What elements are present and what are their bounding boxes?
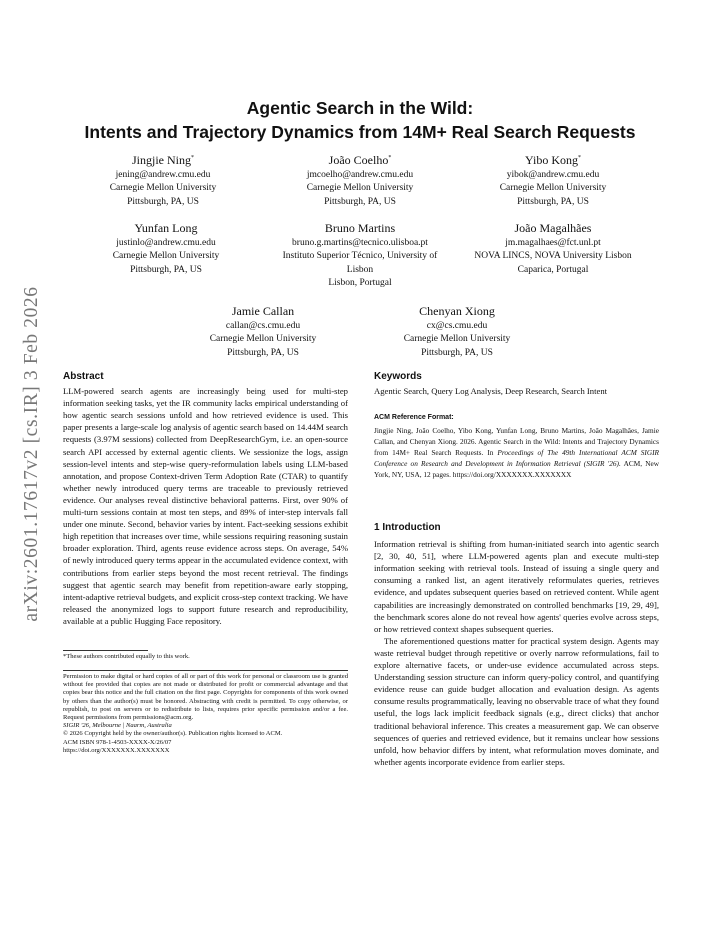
intro-paragraph-2: The aforementioned questions matter for practical system design. Agents may waste retrieval budget through repetitive or overly narrow reformulations, fail to explore alternative facets, or under-use evidence accumulated across steps. Understanding session structure can inform query-policy control, and quantifying evidence reuse can guide budget allocation and evaluation design. As agents consume results programmatically, leaving no observable trace of what they found useful, the logs lack implicit feedback signals (e.g., direct clicks) that anchor traditional behavioral inference. This creates a measurement gap. We can observe sequences of queries and retrieved evidence, but it remains unclear how sessions unfold, how behavior differs by intent, what reformulation moves dominate, and whether agents incorporate evidence from earlier steps. — [374, 635, 659, 767]
reference-venue: Proceedings of The 49th International ACM SIGIR Conference on Research and Development in Information Retrieval (SIGIR '26). — [374, 447, 659, 468]
footnote: *These authors contributed equally to this work. — [63, 653, 190, 660]
author-name: João Magalhães — [514, 221, 592, 235]
author-affiliation: Carnegie Mellon University — [499, 183, 607, 194]
author-affiliation: Instituto Superior Técnico, University of Lisbon — [282, 251, 438, 275]
author-block — [66, 221, 266, 277]
introduction-section — [374, 522, 659, 768]
introduction-heading: 1 Introduction — [374, 522, 441, 533]
reference-authors: Jingjie Ning, João Coelho, Yibo Kong, Yunfan Long, Bruno Martins, João Magalhães, Jamie Callan, and Chenyan Xiong. 2026. Agentic Search in the Wild: Intents and Trajectory Dynamics from 14M+ Real Search Requests. In — [374, 426, 659, 457]
acm-reference-text — [374, 426, 659, 481]
author-email: justinlo@andrew.cmu.edu — [116, 238, 216, 248]
author-name: Jingjie Ning — [132, 153, 191, 167]
author-email: jmcoelho@andrew.cmu.edu — [306, 170, 414, 180]
author-block — [63, 151, 263, 209]
author-email: callan@cs.cmu.edu — [225, 321, 301, 331]
title-line-1: Agentic Search in the Wild: — [246, 98, 474, 118]
author-location: Pittsburgh, PA, US — [130, 264, 202, 275]
keywords-section — [374, 371, 659, 397]
keywords-heading: Keywords — [374, 371, 422, 382]
author-affiliation: Carnegie Mellon University — [112, 251, 220, 262]
author-name: Yibo Kong — [524, 153, 578, 167]
author-block — [357, 304, 557, 360]
author-location: Pittsburgh, PA, US — [517, 196, 589, 207]
author-email: bruno.g.martins@tecnico.ulisboa.pt — [292, 238, 428, 248]
reference-tail: ACM, New York, NY, USA, 12 pages. https://doi.org/XXXXXXX.XXXXXXX — [374, 458, 659, 479]
equal-contribution-mark: * — [191, 155, 194, 161]
doi-line: https://doi.org/XXXXXXX.XXXXXXX — [63, 746, 170, 754]
author-location: Pittsburgh, PA, US — [227, 347, 299, 358]
equal-contribution-mark: * — [578, 155, 581, 161]
author-location: Pittsburgh, PA, US — [324, 196, 396, 207]
arxiv-identifier: arXiv:2601.17617v2 [cs.IR] 3 Feb 2026 — [21, 286, 42, 622]
copyright-line: © 2026 Copyright held by the owner/author(s). Publication rights licensed to ACM. — [63, 730, 283, 738]
author-affiliation: Carnegie Mellon University — [209, 334, 317, 345]
author-name: Yunfan Long — [134, 221, 198, 235]
author-location: Lisbon, Portugal — [328, 277, 392, 288]
author-affiliation: Carnegie Mellon University — [403, 334, 511, 345]
acm-reference — [374, 412, 659, 481]
author-name: João Coelho — [328, 153, 389, 167]
equal-contribution-mark: * — [388, 155, 392, 161]
author-location: Pittsburgh, PA, US — [127, 196, 199, 207]
author-email: jm.magalhaes@fct.unl.pt — [505, 238, 601, 248]
conference-line: SIGIR '26, Melbourne | Naarm, Australia — [63, 722, 172, 730]
acm-reference-heading: ACM Reference Format: — [374, 414, 454, 421]
author-block — [260, 151, 460, 209]
author-name: Chenyan Xiong — [419, 304, 495, 318]
keywords-text: Agentic Search, Query Log Analysis, Deep Research, Search Intent — [374, 386, 608, 397]
author-block — [270, 221, 450, 290]
author-block — [453, 151, 653, 209]
abstract-heading: Abstract — [63, 371, 104, 382]
abstract-text: LLM-powered search agents are increasingly being used for multi-step information seeking tasks, yet the IR community lacks empirical understanding of how agentic search sessions unfold and how retrieved evidence is used. This paper presents a large-scale log analysis of agentic search based on 14.44M search requests (3.97M sessions) collected from DeepResearchGym, i.e. an open-source search API accessed by external agentic clients. We sessionize the logs, assign session-level intents and step-wise query-reformulation labels using LLM-based annotation, and propose Context-driven Term Adoption Rate (CTAR) to quantify whether newly introduced query terms are traceable to previously retrieved evidence. Our analyses reveal distinctive behavioral patterns. First, over 90% of multi-turn sessions contain at most ten steps, and 89% of inter-step intervals fall under one minute. Second, behavior varies by intent. Fact-seeking sessions exhibit high repetition that increases over time, while sessions requiring reasoning sustain broader exploration. Third, agents reuse evidence across steps. On average, 54% of newly introduced query terms appear in the accumulated evidence context, with contributions from earlier steps beyond the most recent retrieval. The findings suggest that agentic search may benefit from repetition-aware early stopping, intent-adaptive retrieval budgets, and explicit cross-step context tracking. We have released the anonymized logs to support future research and reproducibility, available at a public Hugging Face repository. — [63, 386, 348, 626]
author-email: yibok@andrew.cmu.edu — [506, 170, 600, 180]
permission-rule — [63, 670, 348, 671]
title-line-2: Intents and Trajectory Dynamics from 14M+ Real Search Requests — [84, 122, 636, 142]
abstract-section — [63, 371, 348, 627]
author-email: cx@cs.cmu.edu — [426, 321, 488, 331]
author-name: Jamie Callan — [231, 304, 295, 318]
author-block — [163, 304, 363, 360]
paper-title — [40, 96, 680, 144]
permission-text: Permission to make digital or hard copies of all or part of this work for personal or classroom use is granted without fee provided that copies are not made or distributed for profit or commercial advantage and that copies bear this notice and the full citation on the first page. Copyrights for components of this work owned by others than the author(s) must be honored. Abstracting with credit is permitted. To copy otherwise, or republish, to post on servers or to redistribute to lists, requires prior specific permission and/or a fee. Request permissions from permissions@acm.org. — [63, 673, 348, 722]
intro-paragraph-1: Information retrieval is shifting from human-initiated search into agentic search [2, 30, 40, 51], where LLM-powered agents plan and execute multi-step information seeking with retrieval tools. Instead of issuing a single query and consuming a ranked list, an agent iteratively reformulates queries, retrieves evidence, and updates subsequent queries based on retrieved content. While agent capabilities are increasingly demonstrated on controlled benchmarks [19, 29, 49], the benchmark scores alone do not reveal how agents' queries evolve across steps, or how retrieved context shapes subsequent queries. — [374, 539, 659, 634]
author-email: jening@andrew.cmu.edu — [115, 170, 211, 180]
author-affiliation: Carnegie Mellon University — [109, 183, 217, 194]
author-location: Caparica, Portugal — [517, 264, 589, 275]
permission-block — [63, 673, 348, 755]
author-affiliation: NOVA LINCS, NOVA University Lisbon — [474, 251, 632, 262]
author-affiliation: Carnegie Mellon University — [306, 183, 414, 194]
footnote-rule — [63, 650, 148, 651]
isbn-line: ACM ISBN 978-1-4503-XXXX-X/26/07 — [63, 738, 172, 746]
author-block — [468, 221, 638, 277]
author-location: Pittsburgh, PA, US — [421, 347, 493, 358]
author-name: Bruno Martins — [324, 221, 396, 235]
